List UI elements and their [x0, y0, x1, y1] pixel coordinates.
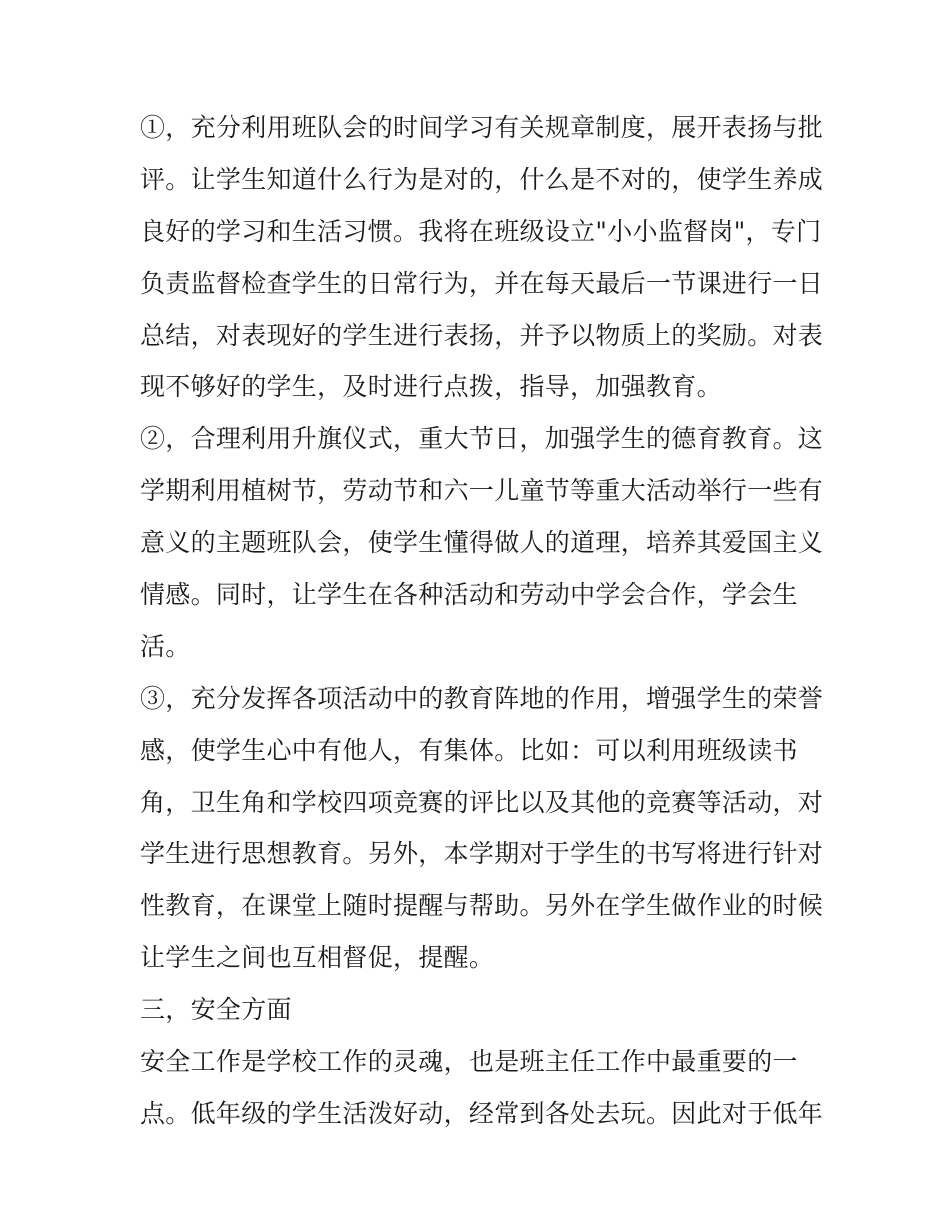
text-line: 安全工作是学校工作的灵魂，也是班主任工作中最重要的一 [140, 1047, 798, 1077]
text-line: ②，合理利用升旗仪式，重大节日，加强学生的德育教育。这 [140, 424, 824, 454]
text-line: ①，充分利用班队会的时间学习有关规章制度，展开表扬与批 [140, 113, 824, 142]
text-line: 活。 [140, 631, 191, 661]
text-line: 意义的主题班队会，使学生懂得做人的道理，培养其爱国主义 [140, 528, 824, 558]
text-line: 良好的学习和生活习惯。我将在班级设立"小小监督岗"，专门 [140, 216, 822, 246]
text-line: 总结，对表现好的学生进行表扬，并予以物质上的奖励。对表 [140, 320, 824, 350]
text-line: 感，使学生心中有他人，有集体。比如：可以利用班级读书 [140, 735, 798, 765]
text-line: 让学生之间也互相督促，提醒。 [140, 943, 495, 973]
text-line: ③，充分发挥各项活动中的教育阵地的作用，增强学生的荣誉 [140, 683, 824, 713]
text-line: 负责监督检查学生的日常行为，并在每天最后一节课进行一日 [140, 268, 824, 298]
text-line: 点。低年级的学生活泼好动，经常到各处去玩。因此对于低年 [140, 1098, 824, 1128]
text-line: 角，卫生角和学校四项竞赛的评比以及其他的竞赛等活动，对 [140, 787, 824, 817]
text-line: 学生进行思想教育。另外，本学期对于学生的书写将进行针对 [140, 839, 824, 869]
text-line: 性教育，在课堂上随时提醒与帮助。另外在学生做作业的时候 [140, 891, 824, 921]
text-line: 现不够好的学生，及时进行点拨，指导，加强教育。 [140, 372, 722, 402]
text-line: 情感。同时，让学生在各种活动和劳动中学会合作，学会生 [140, 580, 798, 610]
text-line: 学期利用植树节，劳动节和六一儿童节等重大活动举行一些有 [140, 476, 824, 506]
section-heading: 三，安全方面 [140, 995, 292, 1025]
body-text [140, 102, 824, 1140]
text-line: 评。让学生知道什么行为是对的，什么是不对的，使学生养成 [140, 164, 824, 194]
